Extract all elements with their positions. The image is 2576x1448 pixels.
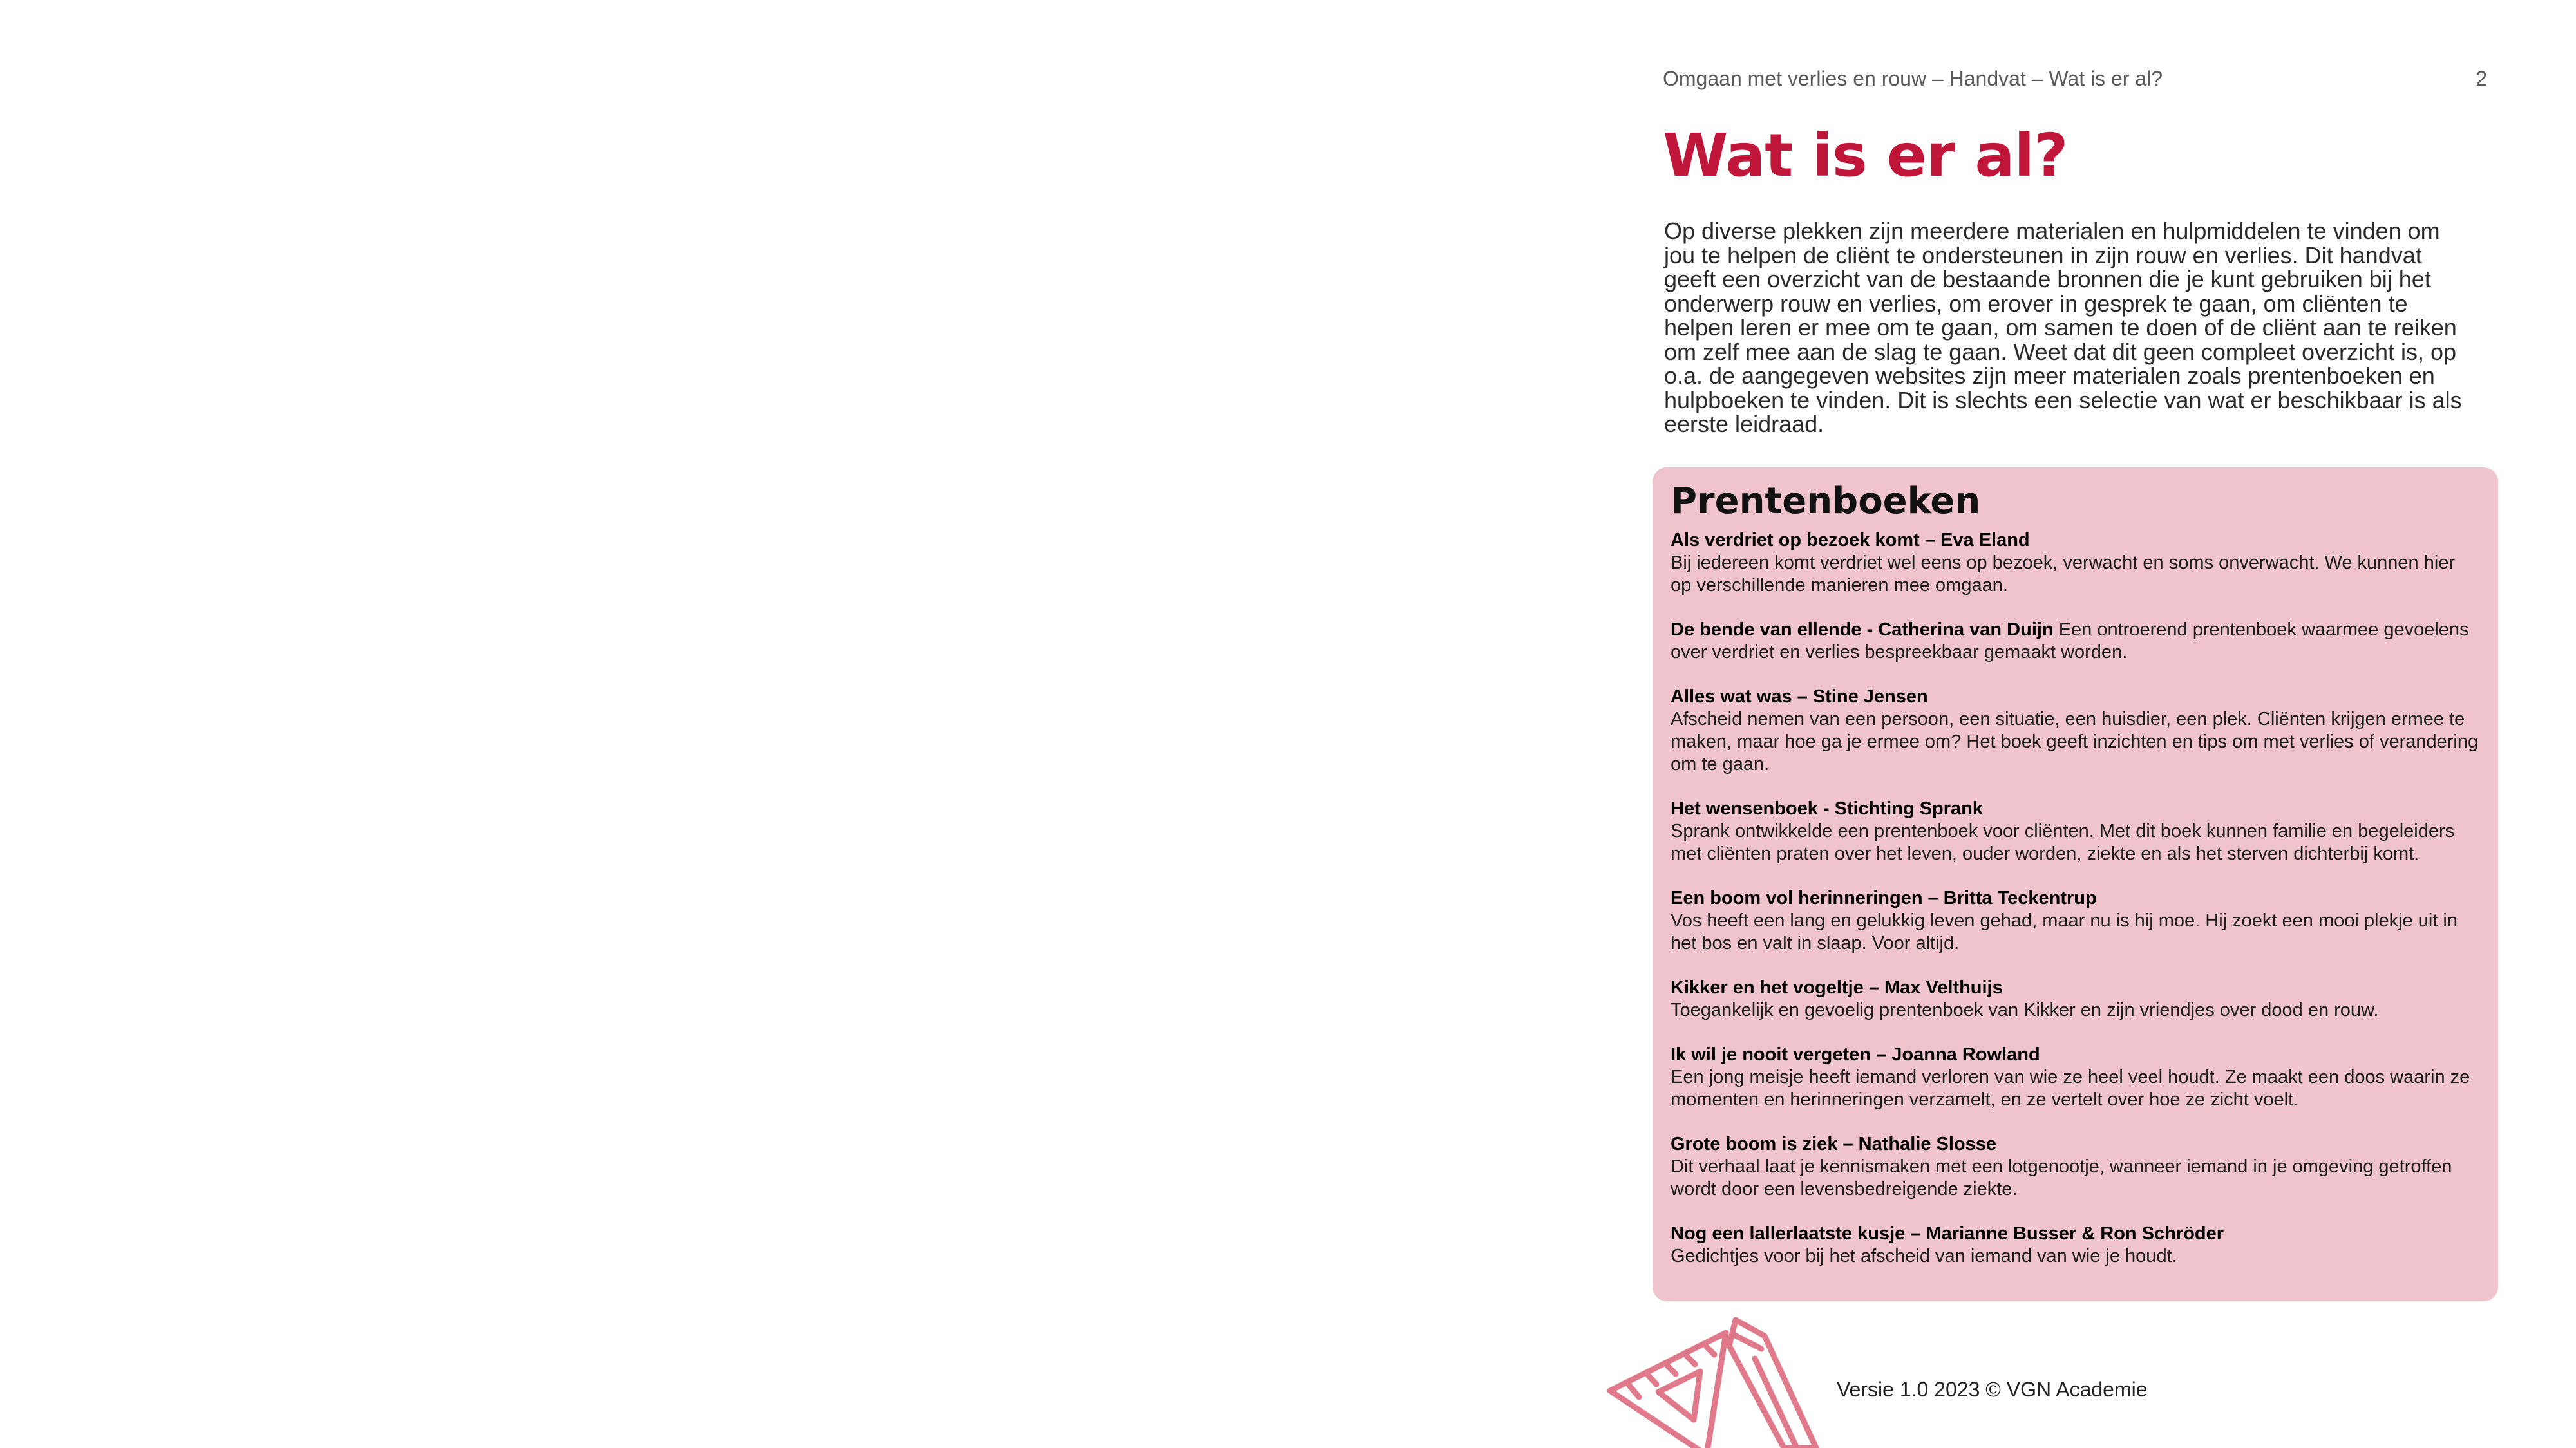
book-title: Het wensenboek - Stichting Sprank (1671, 798, 1984, 819)
book-entry (1671, 686, 2479, 776)
running-header (1663, 67, 2487, 91)
intro-paragraph: Op diverse plekken zijn meerdere materialen en hulpmiddelen te vinden om jou te helpen de cliënt te ondersteunen in zijn rouw en verlies. Dit handvat geeft een overzicht van de bestaande bronnen die je kunt gebruiken bij het onderwerp rouw en verlies, om erover in gesprek te gaan, om cliënten te helpen leren er mee om te gaan, om samen te doen of de cliënt aan te reiken om zelf mee aan de slag te gaan. Weet dat dit geen compleet overzicht is, op o.a. de aangegeven websites zijn meer materialen zoals prentenboeken en hulpboeken te vinden. Dit is slechts een selectie van wat er beschikbaar is als eerste leidraad. (1664, 218, 2462, 437)
picture-books-box (1653, 467, 2498, 1301)
book-entry (1671, 1044, 2479, 1111)
book-title: Alles wat was – Stine Jensen (1671, 686, 1928, 707)
book-title: Grote boom is ziek – Nathalie Slosse (1671, 1134, 1997, 1154)
running-title: Omgaan met verlies en rouw – Handvat – Wat is er al? (1663, 67, 2163, 90)
book-entry (1671, 977, 2479, 1022)
book-entry (1671, 1223, 2479, 1268)
book-entry (1671, 619, 2479, 664)
book-title: Als verdriet op bezoek komt – Eva Eland (1671, 530, 2030, 550)
book-description: Gedichtjes voor bij het afscheid van iemand van wie je houdt. (1671, 1246, 2177, 1266)
book-title: Ik wil je nooit vergeten – Joanna Rowland (1671, 1044, 2040, 1065)
book-description: Afscheid nemen van een persoon, een situatie, een huisdier, een plek. Cliënten krijgen ermee te maken, maar hoe ga je ermee om? Het boek geeft inzichten en tips om met verlies of verandering om te gaan. (1671, 709, 2479, 775)
book-description: Bij iedereen komt verdriet wel eens op bezoek, verwacht en soms onverwacht. We kunnen hier op verschillende manieren mee omgaan. (1671, 552, 2456, 596)
book-entry (1671, 887, 2479, 955)
book-entry (1671, 798, 2479, 865)
page-number: 2 (2476, 67, 2487, 90)
book-title: Nog een lallerlaatste kusje – Marianne Busser & Ron Schröder (1671, 1223, 2224, 1244)
book-title: Een boom vol herinneringen – Britta Teckentrup (1671, 888, 2097, 908)
book-description: Een jong meisje heeft iemand verloren van wie ze heel veel houdt. Ze maakt een doos waarin ze momenten en herinneringen verzamelt, en ze vertelt over hoe ze zicht voelt. (1671, 1067, 2470, 1110)
footer-version: Versie 1.0 2023 © VGN Academie (1837, 1378, 2148, 1401)
book-title: Kikker en het vogeltje – Max Velthuijs (1671, 977, 2003, 998)
ruler-pencil-logo-icon (1604, 1307, 1861, 1448)
section-heading: Prentenboeken (1671, 480, 1981, 522)
book-description: Sprank ontwikkelde een prentenboek voor cliënten. Met dit boek kunnen familie en begeleiders met cliënten praten over het leven, ouder worden, ziekte en als het sterven dichterbij komt. (1671, 821, 2455, 864)
book-description: Toegankelijk en gevoelig prentenboek van Kikker en zijn vriendjes over dood en rouw. (1671, 1000, 2379, 1020)
book-entry (1671, 1133, 2479, 1201)
page-title: Wat is er al? (1663, 121, 2068, 190)
book-description: Vos heeft een lang en gelukkig leven gehad, maar nu is hij moe. Hij zoekt een mooi plekje uit in het bos en valt in slaap. Voor altijd. (1671, 910, 2458, 954)
book-title: De bende van ellende - Catherina van Duijn (1671, 619, 2059, 640)
book-description: Een ontroerend prentenboek waarmee gevoelens over verdriet en verlies bespreekbaar gemaakt worden. (1671, 619, 2469, 663)
book-description: Dit verhaal laat je kennismaken met een lotgenootje, wanneer iemand in je omgeving getroffen wordt door een levensbedreigende ziekte. (1671, 1156, 2452, 1199)
book-entry (1671, 529, 2479, 597)
